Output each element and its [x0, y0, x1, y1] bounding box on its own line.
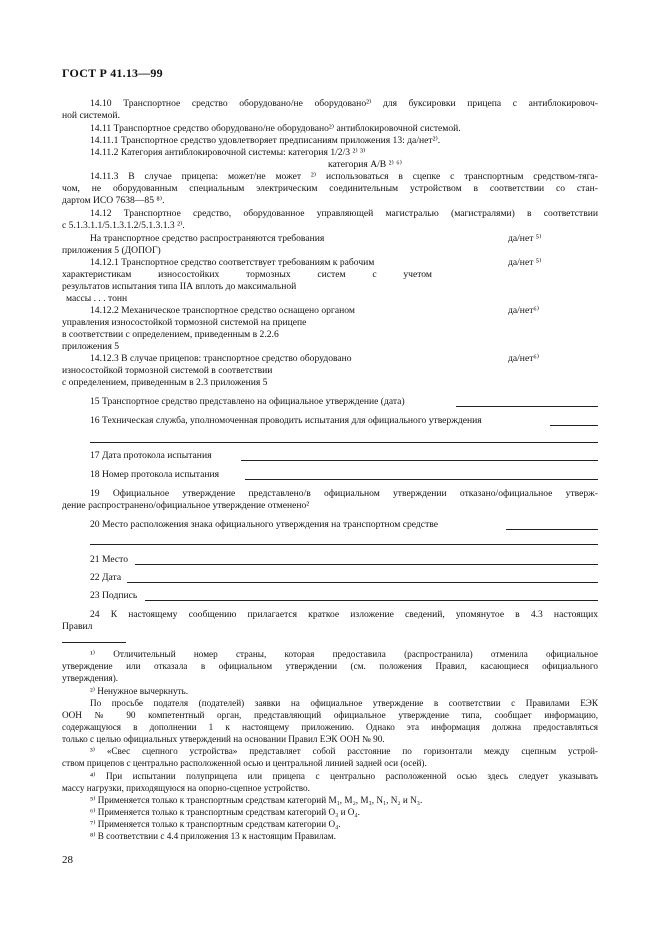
text-line: в соответствии с определением, приведенным в 2.2.6 — [62, 329, 279, 340]
footnote-line: содержащуюся в дополнении 1 к настоящему приложению. Однако эта информация должна предоставляться — [62, 722, 598, 732]
text-line: дение распространено/официальное утверждение отменено² — [62, 500, 310, 511]
text-line: ной системой. — [62, 110, 120, 121]
footnote-line: ⁵⁾ Применяется только к транспортным средствам категорий M₁, M₂, M₃, N₁, N₂ и N₃. — [90, 795, 423, 805]
footnote-line: массу нагрузки, приходящуюся на опорно-сцепное устройство. — [62, 783, 310, 793]
footnote-line: утверждение или отказала в официальном утверждении (см. положения Правил, касающиеся официального — [62, 661, 598, 671]
blank-field — [90, 442, 598, 443]
footnote-line: ³⁾ «Свес сцепного устройства» представляет собой расстояние по горизонтали между сцепным устрой- — [90, 746, 598, 756]
text-line: с 5.1.3.1.1/5.1.3.1.2/5.1.3.1.3 ²⁾. — [62, 220, 185, 231]
text-line: управления износостойкой тормозной системой на прицепе — [62, 317, 307, 328]
blank-field — [241, 460, 598, 461]
text-line: 14.11.2 Категория антиблокировочной системы: категория 1/2/3 ²⁾ ³⁾ — [90, 147, 366, 158]
text-line: приложения 5 — [62, 341, 120, 352]
document-code-header: ГОСТ Р 41.13—99 — [62, 66, 163, 80]
text-line: 21 Место — [90, 554, 129, 565]
text-line: 24 К настоящему сообщению прилагается краткое изложение сведений, упомянутое в 4.3 настоящих — [90, 609, 598, 620]
footnote-line: ством прицепов с центрально расположенной осью и центральной линией задней оси (осей). — [62, 758, 427, 768]
blank-field — [456, 406, 598, 407]
footnote-line: ⁷⁾ Применяется только к транспортным средствам категории O₄. — [90, 819, 341, 829]
text-line: Правил — [62, 621, 93, 632]
footnote-line: только с целью официальных утверждений на основании Правил ЕЭК ООН № 90. — [62, 734, 385, 744]
text-line: приложения 5 (ДОПОГ) — [62, 245, 161, 256]
text-line: 14.11 Транспортное средство оборудовано/не оборудовано²⁾ антиблокировочной системой. — [90, 123, 461, 134]
yes-no-field: да/нет⁶⁾ — [508, 305, 540, 316]
text-line: чом, не оборудованным специальным электрическим соединительным устройством в соответствии со стан- — [62, 183, 598, 194]
text-line: 22 Дата — [90, 572, 122, 583]
footnote-line: ООН № 90 компетентный орган, представляющий официальное утверждение типа, сообщает информацию, — [62, 710, 598, 720]
footnote-line: ⁶⁾ Применяется только к транспортным средствам категорий O₃ и O₄. — [90, 807, 360, 817]
text-line: 18 Номер протокола испытания — [90, 469, 220, 480]
text-line: износостойкой тормозной системой в соответствии — [62, 365, 273, 376]
text-line: характеристикам износостойких тормозных систем с учетом — [62, 269, 432, 280]
text-line: 14.12.3 В случае прицепов: транспортное средство оборудовано — [90, 353, 352, 364]
text-line: 20 Место расположения знака официального утверждения на транспортном средстве — [90, 519, 438, 530]
blank-field — [90, 544, 598, 545]
text-line: 17 Дата протокола испытания — [90, 450, 212, 461]
text-line: дартом ИСО 7638—85 ⁸⁾. — [62, 195, 165, 206]
text-line: с определением, приведенным в 2.3 приложения 5 — [62, 377, 268, 388]
text-line: 14.11.1 Транспортное средство удовлетворяет предписаниям приложения 13: да/нет²⁾. — [90, 135, 441, 146]
text-line: категория А/В ²⁾ ⁶⁾ — [328, 159, 402, 170]
footnote-line: ⁸⁾ В соответствии с 4.4 приложения 13 к настоящим Правилам. — [90, 831, 336, 841]
text-line: 16 Техническая служба, уполномоченная проводить испытания для официального утверждения — [90, 415, 482, 426]
text-line: 23 Подпись — [90, 590, 138, 601]
footnote-line: ²⁾ Ненужное вычеркнуть. — [90, 686, 189, 696]
blank-field — [245, 479, 598, 480]
footnote-line: ¹⁾ Отличительный номер страны, которая предоставила (распространила) отменила официальное — [90, 649, 598, 659]
yes-no-field: да/нет⁶⁾ — [508, 353, 540, 364]
blank-field — [145, 600, 598, 601]
text-line: 14.11.3 В случае прицепа: может/не может ²⁾ использоваться в сцепке с транспортным средством-тяга- — [90, 171, 598, 182]
text-line: 14.12.2 Механическое транспортное средство оснащено органом — [90, 305, 355, 316]
yes-no-field: да/нет ⁵⁾ — [508, 233, 542, 244]
page-number: 28 — [62, 854, 73, 866]
text-line: 14.12 Транспортное средство, оборудованное управляющей магистралью (магистралями) в соответствии — [90, 208, 598, 219]
text-line: результатов испытания типа IIА вплоть до максимальной — [62, 281, 297, 292]
footnote-line: утверждения). — [62, 673, 119, 683]
text-line: 14.12.1 Транспортное средство соответствует требованиям к рабочим — [90, 257, 375, 268]
text-line: На транспортное средство распространяются требования — [90, 233, 325, 244]
blank-field — [550, 425, 598, 426]
text-line: 15 Транспортное средство представлено на официальное утверждение (дата) — [90, 396, 405, 407]
yes-no-field: да/нет ⁵⁾ — [508, 257, 542, 268]
text-line: 14.10 Транспортное средство оборудовано/не оборудовано²⁾ для буксировки прицепа с антиблокировоч- — [90, 98, 598, 109]
blank-field — [135, 564, 598, 565]
blank-field — [127, 582, 598, 583]
text-line: 19 Официальное утверждение представлено/в официальном утверждении отказано/официальное утверж- — [90, 488, 598, 499]
footnote-line: ⁴⁾ При испытании полуприцепа или прицепа с центрально расположенной осью здесь следует указывать — [90, 771, 598, 781]
footnote-line: По просьбе подателя (подателей) заявки на официальное утверждение в соответствии с Правилами ЕЭК — [90, 698, 598, 708]
blank-field — [506, 529, 598, 530]
footnote-separator — [62, 642, 126, 643]
text-line: массы . . . тонн — [66, 293, 128, 304]
